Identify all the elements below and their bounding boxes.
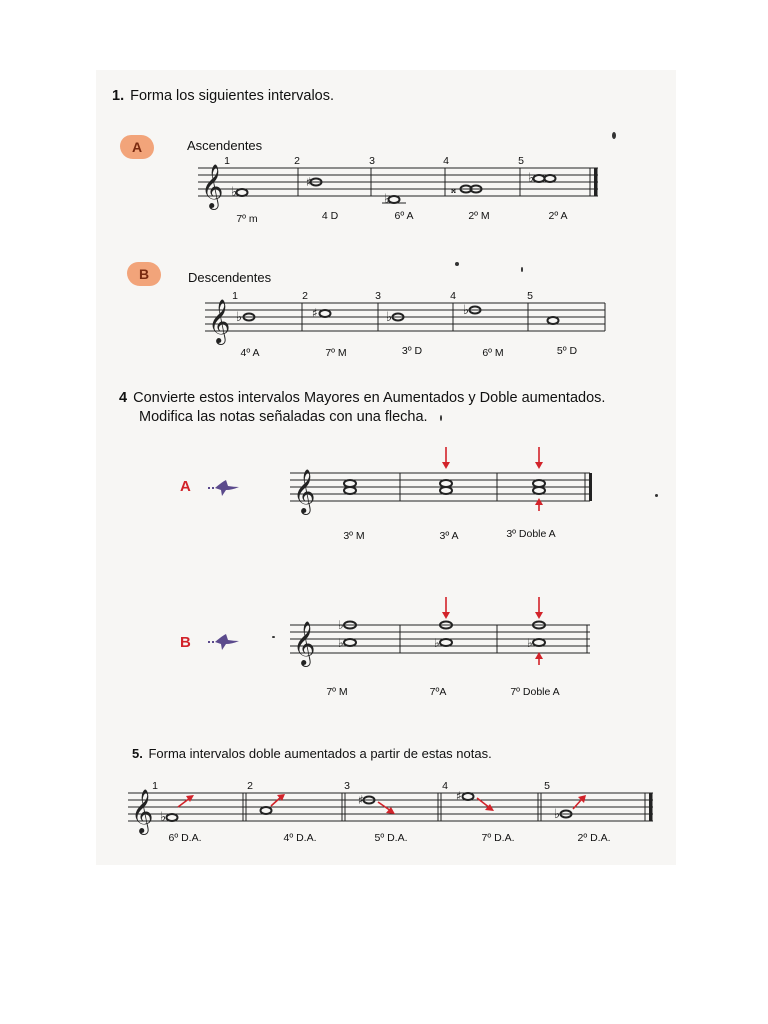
measure-number: 4 bbox=[443, 155, 449, 167]
measure-number: 2 bbox=[302, 290, 308, 302]
measure-number: 1 bbox=[232, 290, 238, 302]
interval-label: 7º M bbox=[325, 347, 347, 359]
measure-number: 5 bbox=[544, 780, 550, 792]
svg-text:♭: ♭ bbox=[338, 636, 344, 650]
interval-label: 3º A bbox=[439, 530, 459, 542]
svg-text:♯: ♯ bbox=[456, 789, 462, 803]
scan-speck bbox=[440, 415, 442, 421]
part-b-title: Descendentes bbox=[188, 270, 272, 285]
part-a-title: Ascendentes bbox=[187, 138, 263, 153]
staff-ex4-a bbox=[290, 445, 600, 515]
svg-text:♯: ♯ bbox=[306, 175, 312, 189]
treble-clef-icon bbox=[293, 621, 315, 667]
scan-speck bbox=[655, 494, 658, 497]
measure-number: 3 bbox=[344, 780, 350, 792]
svg-text:♭: ♭ bbox=[384, 192, 391, 207]
staff-ex4-b bbox=[290, 595, 600, 667]
treble-clef-icon bbox=[201, 164, 223, 210]
exercise-4-heading bbox=[119, 390, 605, 406]
interval-label: 3º D bbox=[401, 345, 423, 357]
bird-icon bbox=[206, 478, 240, 498]
svg-text:♯: ♯ bbox=[358, 793, 364, 807]
exercise-text: Forma intervalos doble aumentados a partir de estas notas. bbox=[148, 746, 492, 761]
staff-ex5 bbox=[128, 785, 658, 835]
measure-number: 3 bbox=[369, 155, 375, 167]
exercise-5-heading bbox=[132, 746, 492, 761]
exercise-4-subheading bbox=[139, 409, 428, 425]
interval-label: 6º A bbox=[394, 210, 414, 222]
svg-text:𝄪: 𝄪 bbox=[451, 183, 456, 196]
measure-number: 5 bbox=[527, 290, 533, 302]
svg-text:♭: ♭ bbox=[236, 310, 243, 325]
treble-clef-icon bbox=[208, 299, 230, 345]
measure-number: 4 bbox=[442, 780, 448, 792]
svg-text:♭: ♭ bbox=[463, 303, 470, 318]
svg-text:♭: ♭ bbox=[160, 810, 167, 825]
whole-note-icon bbox=[244, 307, 559, 325]
measure-number: 2 bbox=[247, 780, 253, 792]
measure-number: 4 bbox=[450, 290, 456, 302]
red-arrow-icon bbox=[178, 794, 586, 814]
treble-clef-icon bbox=[131, 789, 153, 835]
interval-label: 3º M bbox=[343, 530, 365, 542]
interval-label: 3º Doble A bbox=[506, 528, 556, 540]
svg-text:𝄞: 𝄞 bbox=[293, 469, 316, 513]
svg-text:♭: ♭ bbox=[527, 636, 533, 650]
badge-letter: B bbox=[138, 266, 150, 282]
measure-number: 5 bbox=[518, 155, 524, 167]
staff-descendentes bbox=[205, 295, 615, 345]
exercise-text: Convierte estos intervalos Mayores en Aumentados y Doble aumentados. bbox=[133, 390, 606, 406]
svg-text:♭: ♭ bbox=[231, 185, 238, 200]
svg-text:♭: ♭ bbox=[338, 618, 344, 632]
interval-label: 7º m bbox=[236, 213, 258, 225]
measure-number: 1 bbox=[224, 155, 230, 167]
interval-label: 7º D.A. bbox=[481, 832, 515, 844]
svg-text:𝄞: 𝄞 bbox=[293, 621, 316, 665]
part-b-letter: B bbox=[180, 634, 191, 651]
svg-text:♭: ♭ bbox=[386, 310, 393, 325]
interval-label: 5º D.A. bbox=[374, 832, 408, 844]
svg-text:𝄞: 𝄞 bbox=[201, 164, 224, 208]
svg-text:𝄞: 𝄞 bbox=[208, 299, 231, 343]
svg-text:♭: ♭ bbox=[434, 636, 440, 650]
interval-label: 2º A bbox=[548, 210, 568, 222]
interval-label: 6º M bbox=[482, 347, 504, 359]
interval-label: 7º M bbox=[326, 686, 348, 698]
scan-speck bbox=[272, 636, 275, 638]
staff-ascendentes bbox=[198, 160, 608, 210]
interval-label: 4º A bbox=[240, 347, 260, 359]
interval-label: 2º D.A. bbox=[577, 832, 611, 844]
measure-number: 3 bbox=[375, 290, 381, 302]
interval-label: 7º Doble A bbox=[510, 686, 560, 698]
part-a-badge bbox=[120, 135, 154, 159]
interval-label: 2º M bbox=[468, 210, 490, 222]
exercise-number: 4 bbox=[119, 390, 128, 406]
scan-speck bbox=[612, 132, 616, 139]
interval-label: 7ºA bbox=[429, 686, 447, 698]
svg-text:♭: ♭ bbox=[554, 807, 561, 822]
scan-speck bbox=[521, 267, 523, 272]
part-b-badge bbox=[127, 262, 161, 286]
exercise-number: 5. bbox=[132, 746, 143, 761]
part-a-letter: A bbox=[180, 478, 191, 495]
badge-letter: A bbox=[131, 139, 143, 155]
measure-number: 2 bbox=[294, 155, 300, 167]
interval-label: 4 D bbox=[321, 210, 339, 222]
treble-clef-icon bbox=[293, 469, 315, 515]
exercise-number: 1. bbox=[112, 88, 125, 104]
exercise-1-heading bbox=[112, 88, 334, 104]
interval-label: 5º D bbox=[556, 345, 578, 357]
exercise-text: Modifica las notas señaladas con una flecha. bbox=[139, 409, 428, 425]
bird-icon bbox=[206, 632, 240, 652]
svg-text:♯: ♯ bbox=[312, 306, 318, 320]
red-arrow-icon bbox=[442, 597, 543, 665]
svg-text:𝄞: 𝄞 bbox=[131, 789, 154, 833]
svg-text:♭: ♭ bbox=[528, 171, 535, 186]
interval-label: 6º D.A. bbox=[168, 832, 202, 844]
exercise-text: Forma los siguientes intervalos. bbox=[130, 88, 335, 104]
interval-label: 4º D.A. bbox=[283, 832, 317, 844]
scan-speck bbox=[455, 262, 459, 266]
measure-number: 1 bbox=[152, 780, 158, 792]
